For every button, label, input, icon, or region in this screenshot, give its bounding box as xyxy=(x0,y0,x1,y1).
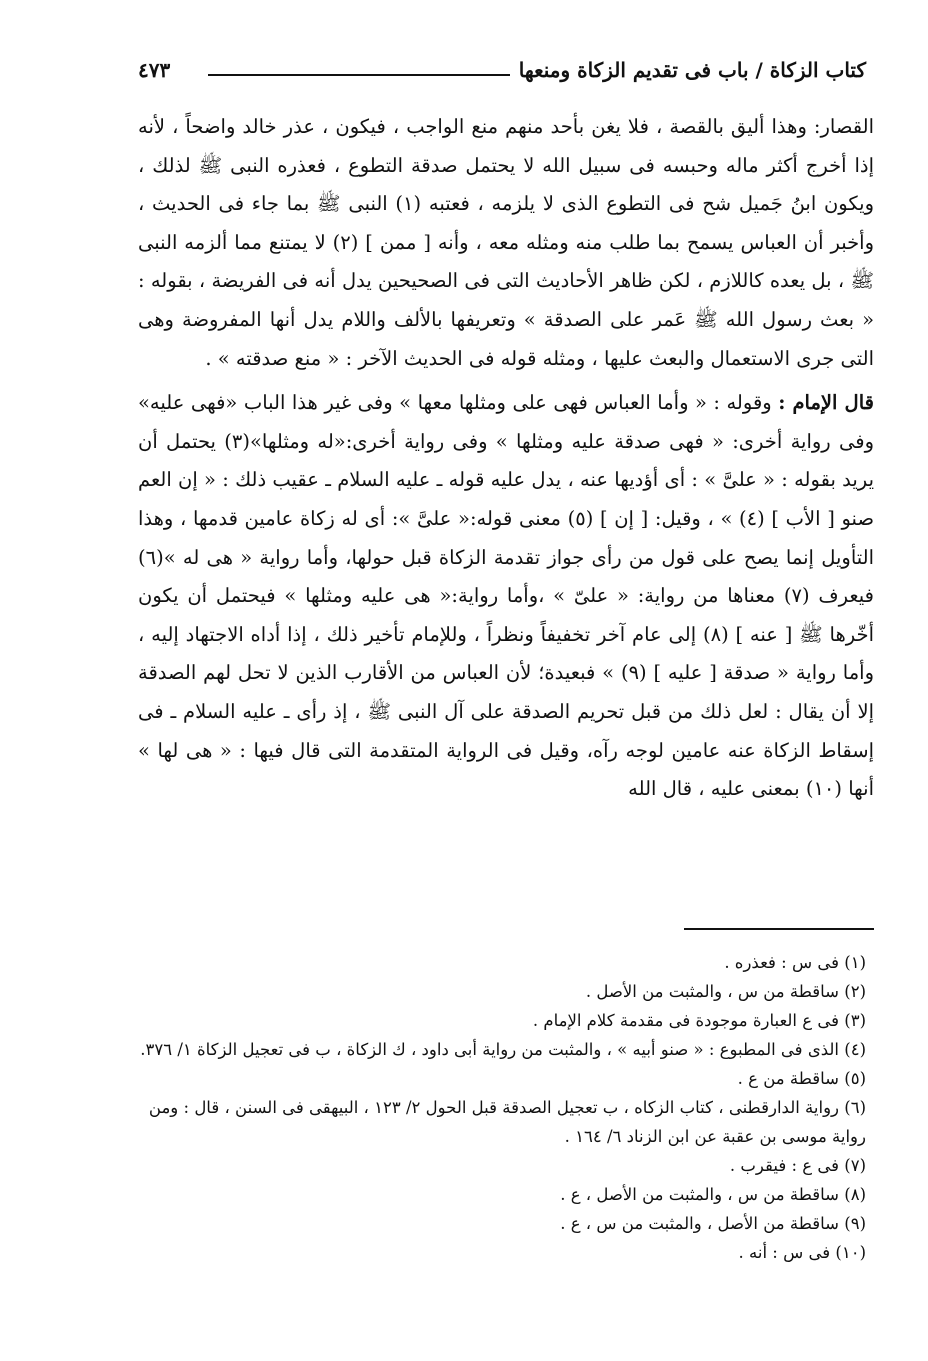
running-header xyxy=(138,58,866,94)
footnote: (٣) فى ع العبارة موجودة فى مقدمة كلام الإمام . xyxy=(532,1011,866,1030)
footnote: (٧) فى ع : فيقرب . xyxy=(729,1156,866,1175)
main-text xyxy=(138,108,874,809)
footnote-separator xyxy=(684,928,874,930)
footnote: (٤) الذى فى المطبوع : « صنو أبيه » ، والمثبت من رواية أبى داود ، ك الزكاة ، ب فى تعجيل الزكاة ١/ ٣٧٦. xyxy=(140,1040,866,1059)
footnote: (١٠) فى س : أنه . xyxy=(738,1243,866,1262)
footnote: (١) فى س : فعذره . xyxy=(724,953,866,972)
page-number: ٤٧٣ xyxy=(138,58,171,82)
footnote: (٥) ساقطة من ع . xyxy=(737,1069,866,1088)
footnote: (٢) ساقطة من س ، والمثبت من الأصل . xyxy=(585,982,866,1001)
paragraph: القصار: وهذا أليق بالقصة ، فلا يغن بأحد منهم منع الواجب ، فيكون ، عذر خالد واضحاً ، لأنه إذا أخرج أكثر ماله وحبسه فى سبيل الله لا يحتمل صدقة التطوع ، فعذره النبى ﷺ لذلك ، ويكون ابنُ جَميل شح فى التطوع الذى لا يلزمه ، فعتبه (١) النبى ﷺ بما جاء فى الحديث ، وأخبر أن العباس يسمح بما طلب منه ومثله معه ، وأنه [ ممن ] (٢) لا يمتنع مما ألزمه النبى ﷺ ، بل يعده كاللازم ، لكن ظاهر الأحاديث التى فى الصحيحين يدل أنه فى الفريضة ، بقوله : « بعث رسول الله ﷺ عَمر على الصدقة » وتعريفها بالألف واللام يدل أنها المفروضة وهى التى جرى الاستعمال والبعث عليها ، ومثله قوله فى الحديث الآخر : « منع صدقته » . xyxy=(138,115,874,370)
paragraph-text: وقوله : « وأما العباس فهى على ومثلها معها » وفى غير هذا الباب «فهى عليه» وفى رواية أخرى: « فهى صدقة عليه ومثلها » وفى رواية أخرى:«له ومثلها»(٣) يحتمل أن يريد بقوله : « علىَّ » : أى أؤديها عنه ، يدل عليه قوله ـ عليه السلام ـ عقيب ذلك : « إن العم صنو [ الأب ] (٤) » ، وقيل: [ إن ] (٥) معنى قوله:« علىَّ »: أى له زكاة عامين قدمها ، وهذا التأويل إنما يصح على قول من رأى جواز تقدمة الزكاة قبل حولها، وأما رواية « هى له »(٦) فيعرف (٧) معناها من رواية: « علىّ » ،وأما رواية:« هى عليه ومثلها » فيحتمل أن يكون أخّرها ﷺ [ عنه ] (٨) إلى عام آخر تخفيفاً ونظراً ، وللإمام تأخير ذلك ، إذا أداه الاجتهاد إليه ، وأما رواية « صدقة [ عليه ] (٩) » فبعيدة؛ لأن العباس من الأقارب الذين لا تحل لهم الصدقة إلا أن يقال : لعل ذلك من قبل تحريم الصدقة على آل النبى ﷺ ، إذ رأى ـ عليه السلام ـ فى إسقاط الزكاة عنه عامين لوجه رآه، وقيل فى الرواية المتقدمة التى قال فيها : « هى لها » أنها (١٠) بمعنى عليه ، قال الله xyxy=(138,391,875,801)
footnote: (٨) ساقطة من س ، والمثبت من الأصل ، ع . xyxy=(560,1185,866,1204)
footnote: (٦) رواية الدارقطنى ، كتاب الزكاه ، ب تعجيل الصدقة قبل الحول ٢/ ١٢٣ ، البيهقى فى السنن ، قال : ومن رواية موسى بن عقبة عن ابن الزناد ٦/ ١٦٤ . xyxy=(148,1098,866,1146)
footnote: (٩) ساقطة من الأصل ، والمثبت من س ، ع . xyxy=(560,1214,866,1233)
paragraph xyxy=(138,384,874,809)
footnotes xyxy=(138,948,866,1267)
running-title: كتاب الزكاة / باب فى تقديم الزكاة ومنعها xyxy=(518,58,866,82)
header-rule xyxy=(208,74,510,76)
paragraph-lead: قال الإمام : xyxy=(778,391,874,415)
